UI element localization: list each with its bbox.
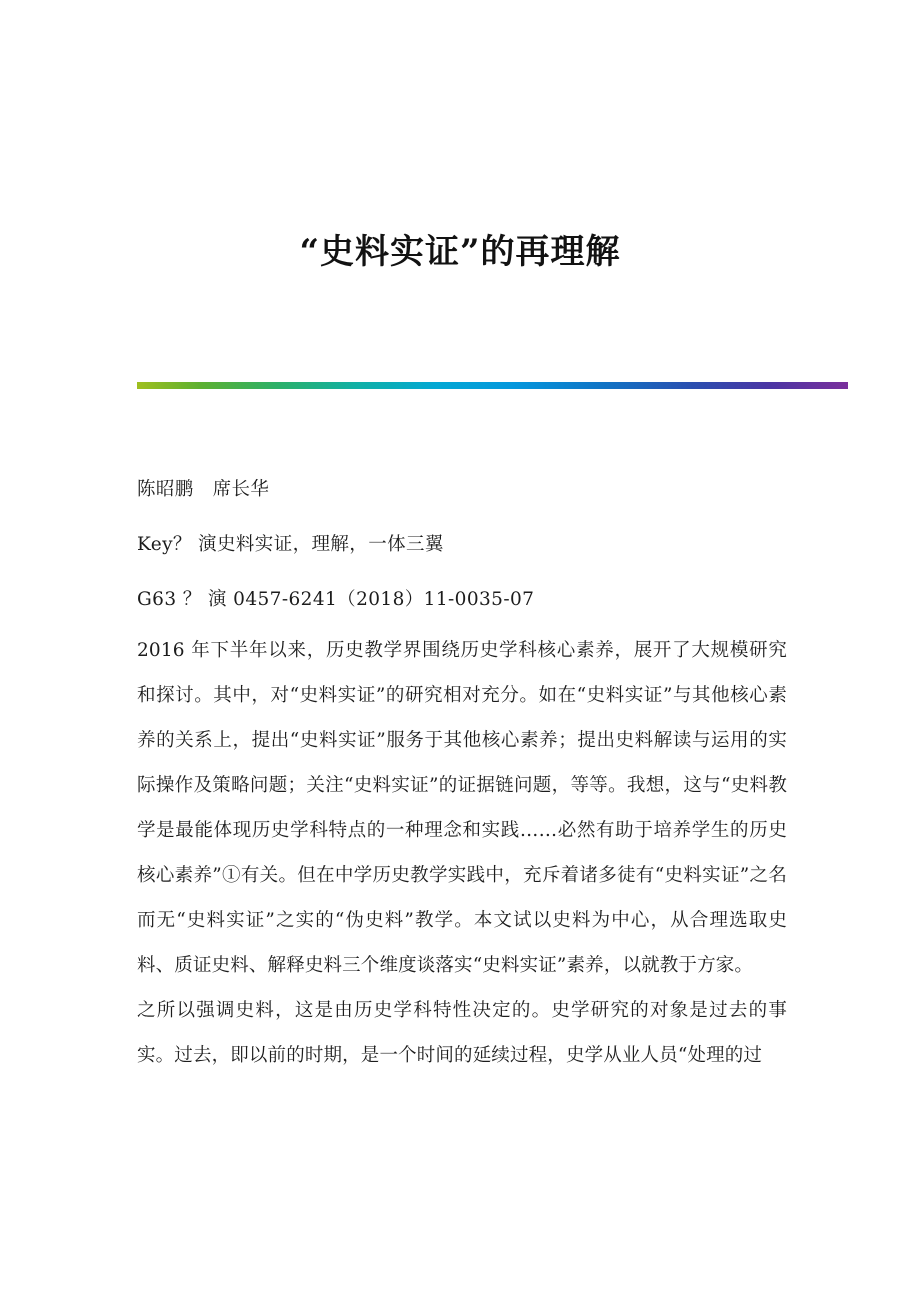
article-body — [137, 628, 787, 1078]
gradient-rule-bar — [137, 382, 848, 389]
article-metadata — [137, 462, 787, 627]
keywords-line: Key？ 演史料实证，理解，一体三翼 — [137, 534, 444, 555]
page-title: “史料实证”的再理解 — [299, 231, 621, 272]
body-paragraph: 之所以强调史料，这是由历史学科特性决定的。史学研究的对象是过去的事实。过去，即以前的时期，是一个时间的延续过程，史学从业人员“处理的过 — [137, 1000, 787, 1066]
gradient-divider — [137, 382, 848, 389]
body-paragraph: 2016 年下半年以来，历史教学界围绕历史学科核心素养，展开了大规模研究和探讨。其中，对“史料实证”的研究相对充分。如在“史料实证”与其他核心素养的关系上，提出“史料实证”服务于其他核心素养；提出史料解读与运用的实际操作及策略问题；关注“史料实证”的证据链问题，等等。我想，这与“史料教学是最能体现历史学科特点的一种理念和实践……必然有助于培养学生的历史核心素养”①有关。但在中学历史教学实践中，充斥着诸多徒有“史料实证”之名而无“史料实证”之实的“伪史料”教学。本文试以史料为中心，从合理选取史料、质证史料、解释史料三个维度谈落实“史料实证”素养，以就教于方家。 — [137, 640, 787, 976]
classification-line: G63 ？ 演 0457-6241（2018）11-0035-07 — [137, 589, 535, 610]
author-line: 陈昭鹏 席长华 — [137, 479, 270, 500]
